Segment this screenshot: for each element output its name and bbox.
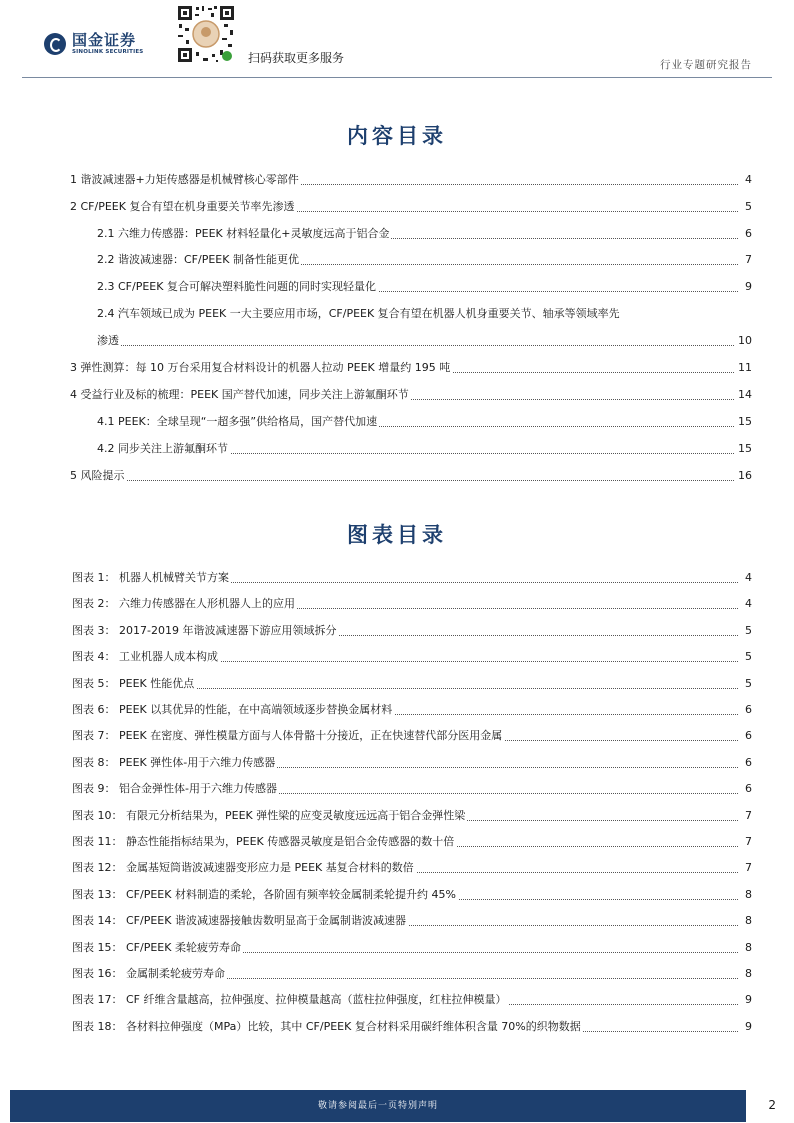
toc-entry-label: 2.3 CF/PEEK 复合可解决塑料脆性问题的同时实现轻量化 bbox=[97, 280, 376, 293]
toc-entry-label: 图表 14： CF/PEEK 谐波减速器接触齿数明显高于金属制谐波减速器 bbox=[72, 914, 406, 927]
figure-entry[interactable] bbox=[72, 702, 752, 718]
toc-entry-label: 图表 5： PEEK 性能优点 bbox=[72, 677, 195, 690]
contents-entry[interactable] bbox=[70, 468, 752, 484]
toc-entry-label: 2.1 六维力传感器：PEEK 材料轻量化+灵敏度远高于铝合金 bbox=[97, 227, 390, 240]
toc-entry-page: 9 bbox=[742, 1019, 752, 1035]
toc-entry-page: 5 bbox=[742, 199, 752, 215]
toc-entry-page: 4 bbox=[742, 570, 752, 586]
toc-entry-page: 7 bbox=[742, 860, 752, 876]
figure-entry[interactable] bbox=[72, 728, 752, 744]
toc-entry-page: 6 bbox=[742, 755, 752, 771]
toc-entry-label: 1 谐波减速器+力矩传感器是机械臂核心零部件 bbox=[70, 173, 299, 186]
scan-qr-caption: 扫码获取更多服务 bbox=[248, 51, 345, 65]
toc-entry-page: 16 bbox=[735, 468, 752, 484]
contents-entry[interactable] bbox=[70, 199, 752, 215]
toc-entry-label: 2 CF/PEEK 复合有望在机身重要关节率先渗透 bbox=[70, 200, 295, 213]
toc-entry-page: 8 bbox=[742, 887, 752, 903]
toc-entry-page: 14 bbox=[735, 387, 752, 403]
toc-entry-page: 15 bbox=[735, 414, 752, 430]
figure-entry[interactable] bbox=[72, 808, 752, 824]
page-number: 2 bbox=[768, 1098, 776, 1112]
figures-title: 图表目录 bbox=[347, 522, 447, 547]
toc-entry-page: 5 bbox=[742, 676, 752, 692]
dot-leader bbox=[70, 480, 738, 481]
figure-entry[interactable] bbox=[72, 1019, 752, 1035]
figure-entry[interactable] bbox=[72, 649, 752, 665]
logo-mark-icon bbox=[44, 33, 66, 55]
toc-entry-label: 图表 17： CF 纤维含量越高，拉伸强度、拉伸模量越高（蓝柱拉伸强度，红柱拉伸模量） bbox=[72, 993, 507, 1006]
contents-entry[interactable] bbox=[97, 441, 752, 457]
toc-entry-label: 图表 1： 机器人机械臂关节方案 bbox=[72, 571, 229, 584]
header-divider bbox=[22, 77, 772, 78]
toc-entry-label: 图表 15： CF/PEEK 柔轮疲劳寿命 bbox=[72, 941, 241, 954]
toc-entry-page: 8 bbox=[742, 913, 752, 929]
contents-entry[interactable] bbox=[97, 252, 752, 268]
toc-entry-page: 7 bbox=[742, 834, 752, 850]
toc-entry-page: 6 bbox=[742, 781, 752, 797]
toc-entry-page: 9 bbox=[742, 992, 752, 1008]
toc-entry-label: 图表 16： 金属制柔轮疲劳寿命 bbox=[72, 967, 225, 980]
contents-entry[interactable] bbox=[70, 387, 752, 403]
figure-entry[interactable] bbox=[72, 992, 752, 1008]
contents-entry[interactable] bbox=[97, 306, 752, 322]
toc-entry-label: 图表 18： 各材料拉伸强度（MPa）比较，其中 CF/PEEK 复合材料采用碳纤维体积含量 70%的织物数据 bbox=[72, 1020, 581, 1033]
toc-entry-label: 5 风险提示 bbox=[70, 469, 125, 482]
figure-entry[interactable] bbox=[72, 596, 752, 612]
toc-entry-label: 4.2 同步关注上游氟酮环节 bbox=[97, 442, 228, 455]
contents-entry-continued[interactable] bbox=[97, 333, 752, 349]
toc-entry-label: 图表 6： PEEK 以其优异的性能，在中高端领域逐步替换金属材料 bbox=[72, 703, 393, 716]
toc-entry-label-continued: 渗透 bbox=[97, 334, 119, 347]
toc-entry-label: 3 弹性测算：每 10 万台采用复合材料设计的机器人拉动 PEEK 增量约 195 吨 bbox=[70, 361, 451, 374]
toc-entry-page: 6 bbox=[742, 728, 752, 744]
figure-entry[interactable] bbox=[72, 887, 752, 903]
toc-entry-page: 7 bbox=[742, 252, 752, 268]
toc-entry-label: 2.2 谐波减速器：CF/PEEK 制备性能更优 bbox=[97, 253, 299, 266]
toc-entry-label: 图表 10： 有限元分析结果为，PEEK 弹性梁的应变灵敏度远远高于铝合金弹性梁 bbox=[72, 809, 466, 822]
figure-entry[interactable] bbox=[72, 913, 752, 929]
footer-bar bbox=[10, 1090, 746, 1122]
figure-entry[interactable] bbox=[72, 623, 752, 639]
toc-entry-label: 2.4 汽车领域已成为 PEEK 一大主要应用市场，CF/PEEK 复合有望在机器人机身重要关节、轴承等领域率先 bbox=[97, 307, 620, 320]
contents-entry[interactable] bbox=[97, 226, 752, 242]
logo-chinese-name: 国金证券 bbox=[72, 31, 137, 49]
toc-entry-label: 图表 8： PEEK 弹性体-用于六维力传感器 bbox=[72, 756, 276, 769]
toc-entry-page: 5 bbox=[742, 623, 752, 639]
toc-entry-page: 4 bbox=[742, 596, 752, 612]
contents-entry[interactable] bbox=[70, 172, 752, 188]
toc-entry-label: 图表 7： PEEK 在密度、弹性模量方面与人体骨骼十分接近，正在快速替代部分医用金属 bbox=[72, 729, 503, 742]
contents-entry[interactable] bbox=[70, 360, 752, 376]
toc-entry-page: 8 bbox=[742, 966, 752, 982]
figure-entry[interactable] bbox=[72, 570, 752, 586]
toc-entry-page: 6 bbox=[742, 702, 752, 718]
toc-entry-page: 6 bbox=[742, 226, 752, 242]
contents-entry[interactable] bbox=[97, 414, 752, 430]
toc-entry-page: 7 bbox=[742, 808, 752, 824]
toc-entry-label: 图表 4： 工业机器人成本构成 bbox=[72, 650, 218, 663]
toc-entry-label: 图表 13： CF/PEEK 材料制造的柔轮，各阶固有频率较金属制柔轮提升约 45% bbox=[72, 888, 456, 901]
figure-entry[interactable] bbox=[72, 940, 752, 956]
toc-entry-page: 8 bbox=[742, 940, 752, 956]
figure-entry[interactable] bbox=[72, 781, 752, 797]
toc-entry-label: 4 受益行业及标的梳理：PEEK 国产替代加速，同步关注上游氟酮环节 bbox=[70, 388, 409, 401]
qr-code-icon[interactable] bbox=[176, 4, 236, 64]
toc-entry-label: 图表 12： 金属基短筒谐波减速器变形应力是 PEEK 基复合材料的数倍 bbox=[72, 861, 414, 874]
page-header bbox=[0, 0, 794, 78]
toc-entry-label: 图表 9： 铝合金弹性体-用于六维力传感器 bbox=[72, 782, 277, 795]
footer-disclaimer[interactable]: 敬请参阅最后一页特别声明 bbox=[317, 1101, 438, 1111]
toc-entry-page: 10 bbox=[735, 333, 752, 349]
toc-entry-page: 4 bbox=[742, 172, 752, 188]
toc-entry-label: 图表 11： 静态性能指标结果为，PEEK 传感器灵敏度是铝合金传感器的数十倍 bbox=[72, 835, 455, 848]
figure-entry[interactable] bbox=[72, 966, 752, 982]
logo-english-name: SINOLINK SECURITIES bbox=[72, 49, 144, 55]
toc-entry-label: 图表 2： 六维力传感器在人形机器人上的应用 bbox=[72, 597, 295, 610]
toc-entry-page: 11 bbox=[735, 360, 752, 376]
report-type-label: 行业专题研究报告 bbox=[660, 59, 752, 71]
figure-entry[interactable] bbox=[72, 676, 752, 692]
toc-entry-label: 图表 3： 2017-2019 年谐波减速器下游应用领域拆分 bbox=[72, 624, 337, 637]
toc-entry-label: 4.1 PEEK：全球呈现“一超多强”供给格局，国产替代加速 bbox=[97, 415, 378, 428]
sinolink-logo bbox=[44, 32, 143, 56]
toc-entry-page: 15 bbox=[735, 441, 752, 457]
figure-entry[interactable] bbox=[72, 860, 752, 876]
contents-title: 内容目录 bbox=[347, 123, 447, 148]
contents-entry[interactable] bbox=[97, 279, 752, 295]
toc-entry-page: 9 bbox=[742, 279, 752, 295]
toc-entry-page: 5 bbox=[742, 649, 752, 665]
figure-entry[interactable] bbox=[72, 755, 752, 771]
dot-leader bbox=[97, 345, 738, 346]
figure-entry[interactable] bbox=[72, 834, 752, 850]
